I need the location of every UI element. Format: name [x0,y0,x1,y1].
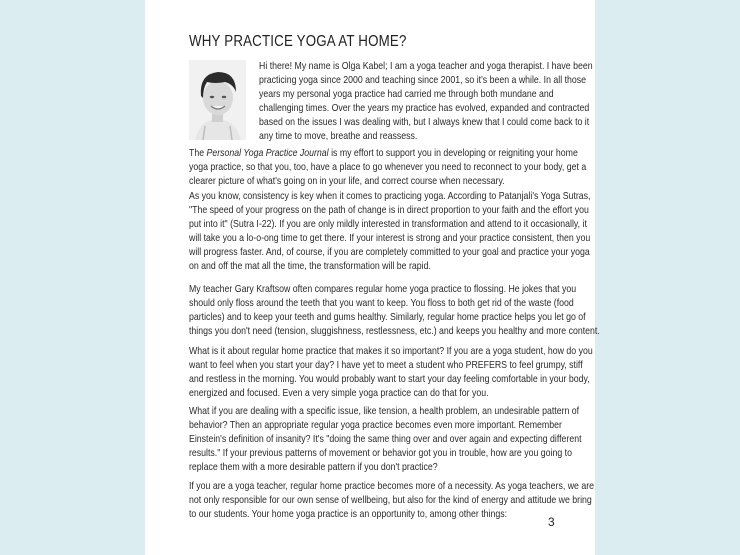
page-number: 3 [548,515,555,529]
specific-issue-paragraph: What if you are dealing with a specific issue, like tension, a health problem, an undesirable pattern of behavior? Then an appropriate regular yoga practice becomes even more important. Remember Einstein's definition of insanity? It's "doing the same thing over and over again and expecting different results." If your previous patterns of movement or behavior got you in trouble, how are you going to replace them with a more desirable pattern if you don't practice? [189,406,582,474]
portrait-image [189,60,246,140]
author-photo [189,60,246,140]
document-page [145,0,600,555]
journal-paragraph: The Personal Yoga Practice Journal is my effort to support you in developing or reigniting your home yoga practice, so that you, too, have a place to go whenever you need to reconnect to your body, get a clearer picture of what's going on in your life, and correct course when necessary. [189,148,587,188]
consistency-paragraph: As you know, consistency is key when it comes to practicing yoga. According to Patanjali's Yoga Sutras, "The speed of your progress on the path of change is in direct proportion to your faith and the effort you put into it" (Sutra I-22). If you are only mildly interested in transformation and attend to it occasionally, it will take you a lo-o-ong time to get there. If your interest is strong and your practice consistent, then you will progress faster. And, of course, if you are completely committed to your goal and practice your yoga on and off the mat all the time, the transformation will be rapid. [189,191,591,273]
flossing-paragraph: My teacher Gary Kraftsow often compares regular home yoga practice to flossing. He jokes that you should only floss around the teeth that you want to keep. You floss to both get rid of the waste (food particles) and to keep your teeth and gums healthy. Similarly, regular home practice helps you let go of things you don't need (tension, sluggishness, restlessness, etc.) and keeps you healthy and more content. [189,284,600,338]
intro-paragraph: Hi there! My name is Olga Kabel; I am a yoga teacher and yoga therapist. I have been practicing yoga since 2000 and teaching since 2001, so it's been a while. In all those years my personal yoga practice had carried me through both mundane and challenging times. Over the years my practice has evolved, expanded and contracted based on the issues I was dealing with, but I always knew that I could come back to it any time to move, breathe and reassess. [259,61,593,143]
importance-paragraph: What is it about regular home practice that makes it so important? If you are a yoga student, how do you want to feel when you start your day? I have yet to meet a student who PREFERS to feel grumpy, stiff and restless in the morning. You would probably want to start your day feeling comfortable in your body, energized and focused. Even a very simple yoga practice can do that for you. [189,346,593,400]
journal-title: Personal Yoga Practice Journal [206,148,329,159]
page-title: WHY PRACTICE YOGA AT HOME? [189,33,407,50]
teacher-paragraph: If you are a yoga teacher, regular home practice becomes more of a necessity. As yoga teachers, we are not only responsible for our own sense of wellbeing, but also for the kind of energy and attitude we bring to our students. Your home yoga practice is an opportunity to, among other things: [189,481,595,521]
